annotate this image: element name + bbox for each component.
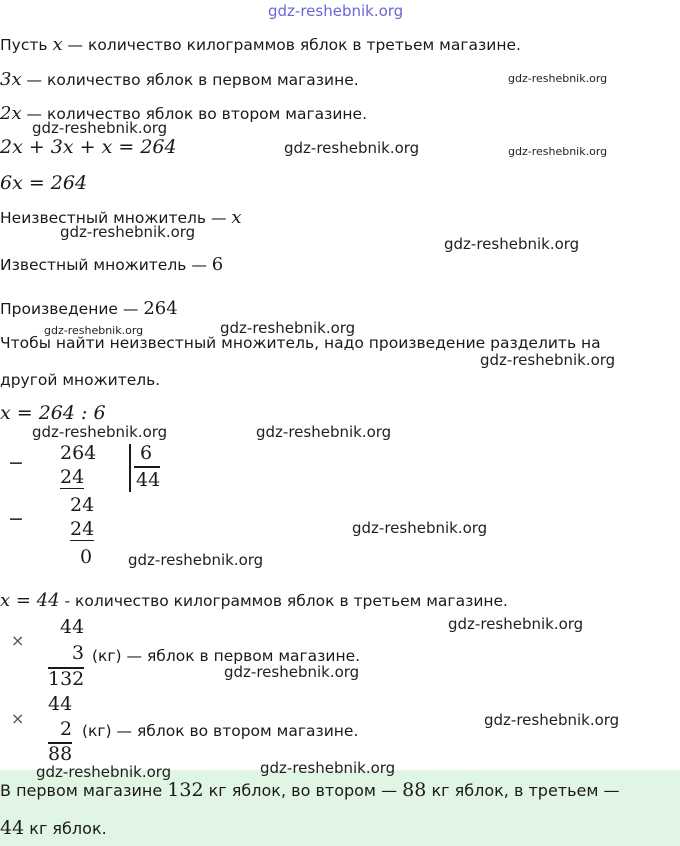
watermark: gdz-reshebnik.org: [32, 119, 168, 137]
watermark: gdz-reshebnik.org: [60, 223, 196, 241]
divisor-underline: [134, 466, 160, 468]
watermark: gdz-reshebnik.org: [256, 423, 392, 441]
mult1-factor-b: 3: [72, 642, 85, 664]
watermark: gdz-reshebnik.org: [44, 324, 144, 337]
unknown-factor-line: Неизвестный множитель — x: [0, 207, 242, 228]
watermark: gdz-reshebnik.org: [508, 145, 608, 158]
watermark: gdz-reshebnik.org: [128, 551, 264, 569]
watermark: gdz-reshebnik.org: [508, 72, 608, 85]
answer-line-1: В первом магазине 132 кг яблок, во втором — 88 кг яблок, в третьем —: [0, 779, 620, 801]
times-sign-1: ×: [11, 631, 25, 650]
watermark: gdz-reshebnik.org: [444, 235, 580, 253]
rule-line-1: Чтобы найти неизвестный множитель, надо произведение разделить на: [0, 334, 601, 352]
watermark: gdz-reshebnik.org: [352, 519, 488, 537]
watermark: gdz-reshebnik.org: [220, 319, 356, 337]
times-sign-2: ×: [11, 709, 25, 728]
watermark: gdz-reshebnik.org: [224, 663, 360, 681]
watermark: gdz-reshebnik.org: [32, 423, 168, 441]
mult2-label: (кг) — яблок во втором магазине.: [82, 722, 359, 740]
answer-line-2: 44 кг яблок.: [0, 817, 107, 839]
quotient: 44: [136, 469, 161, 491]
equation-6x: 6x = 264: [0, 172, 88, 194]
subtrahend-1: 24: [60, 466, 85, 488]
mult1-factor-a: 44: [60, 616, 85, 638]
mult1-product: 132: [48, 668, 85, 690]
second-store-line: 2x — количество яблок во втором магазине.: [0, 103, 368, 124]
dividend: 264: [60, 442, 97, 464]
watermark: gdz-reshebnik.org: [260, 759, 396, 777]
division-bar-vertical: [129, 444, 131, 492]
product-line: Произведение — 264: [0, 298, 178, 319]
final-remainder: 0: [80, 546, 93, 568]
watermark: gdz-reshebnik.org: [484, 711, 620, 729]
subtrahend-2: 24: [70, 518, 95, 540]
minus-sign-2: −: [8, 508, 24, 530]
watermark: gdz-reshebnik.org: [448, 615, 584, 633]
rule-line-2: другой множитель.: [0, 371, 161, 389]
mult2-factor-b: 2: [60, 718, 73, 740]
mult1-label: (кг) — яблок в первом магазине.: [92, 647, 361, 665]
watermark: gdz-reshebnik.org: [284, 139, 420, 157]
equation-sum: 2x + 3x + x = 264: [0, 136, 177, 158]
result-line: x = 44 - количество килограммов яблок в третьем магазине.: [0, 590, 508, 611]
mult2-factor-a: 44: [48, 693, 73, 715]
first-store-line: 3x — количество яблок в первом магазине.: [0, 69, 359, 90]
remainder-1: 24: [70, 494, 95, 516]
equation-division: x = 264 : 6: [0, 402, 106, 424]
minus-sign-1: −: [8, 452, 24, 474]
divisor: 6: [140, 442, 153, 464]
watermark: gdz-reshebnik.org: [36, 763, 172, 781]
known-factor-line: Известный множитель — 6: [0, 254, 224, 275]
watermark-top: gdz-reshebnik.org: [268, 2, 404, 20]
mult2-product: 88: [48, 743, 73, 765]
intro-line: Пусть x — количество килограммов яблок в третьем магазине.: [0, 34, 521, 55]
watermark: gdz-reshebnik.org: [480, 351, 616, 369]
